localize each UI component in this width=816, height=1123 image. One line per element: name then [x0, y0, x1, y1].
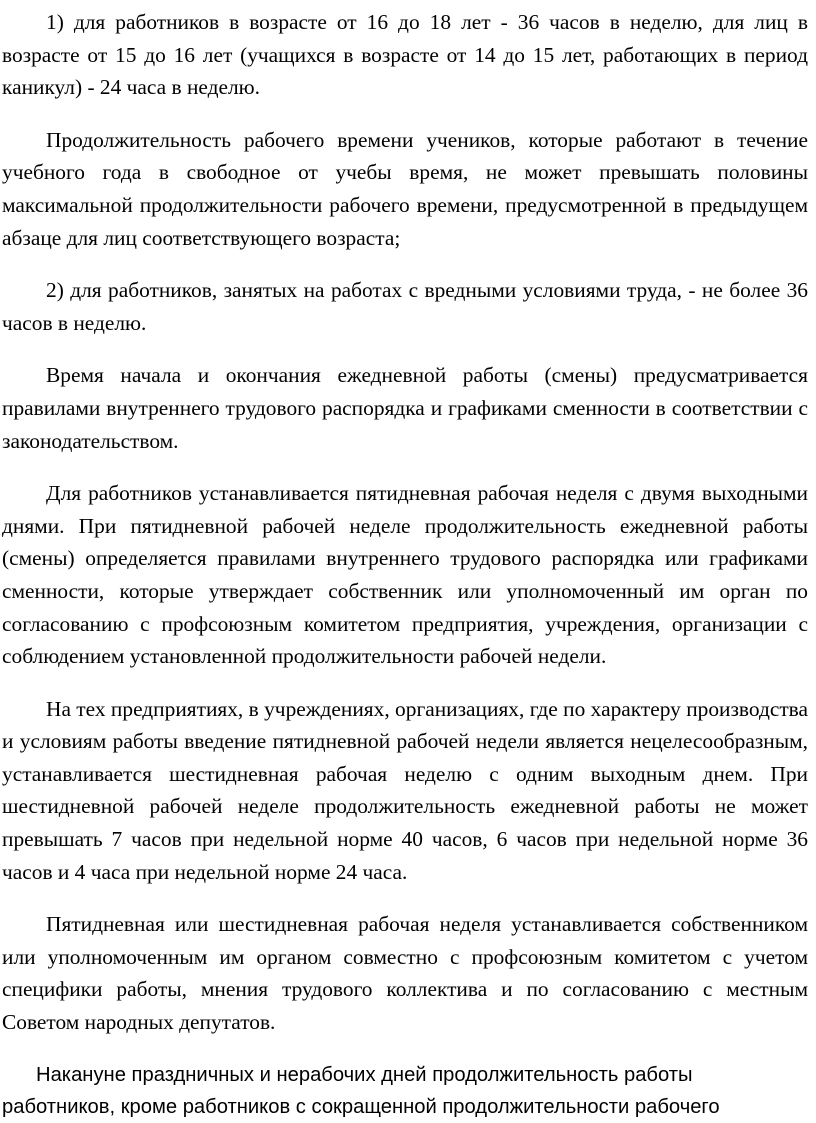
paragraph-week-establishment: Пятидневная или шестидневная рабочая неделя устанавливается собственником или уполномоченным им органом совместно с профсоюзным комитетом с учетом специфики работы, мнения трудового коллектива и по согласованию с местным Советом народных депутатов. [2, 912, 808, 1035]
paragraph-six-day-week: На тех предприятиях, в учреждениях, организациях, где по характеру производства и условиям работы введение пятидневной рабочей недели является нецелесообразным, устанавливается шестидневная рабочая неделю с одним выходным днем. При шестидневной рабочей неделе продолжительность ежедневной работы не может превышать 7 часов при недельной норме 40 часов, 6 часов при недельной норме 36 часов и 4 часа при недельной норме 24 часа. [2, 696, 808, 884]
paragraph-five-day-week: Для работников устанавливается пятидневная рабочая неделя с двумя выходными днями. При пятидневной рабочей неделе продолжительность ежедневной работы (смены) определяется правилами внутреннего трудового распорядка или графиками сменности, которые утверждает собственник или уполномоченный им орган по согласованию с профсоюзным комитетом предприятия, учреждения, организации с соблюдением установленной продолжительности рабочей недели. [2, 481, 808, 669]
paragraph-shift-schedule: Время начала и окончания ежедневной работы (смены) предусматривается правилами внутреннего трудового распорядка и графиками сменности в соответствии с законодательством. [2, 363, 808, 453]
paragraph-pre-holiday: Накануне праздничных и нерабочих дней продолжительность работы работников, кроме работников с сокращенной продолжительности рабочего [2, 1063, 720, 1118]
paragraph-student-hours: Продолжительность рабочего времени учеников, которые работают в течение учебного года в свободное от учебы время, не может превышать половины максимальной продолжительности рабочего времени, предусмотренной в предыдущем абзаце для лиц соответствующего возраста; [2, 127, 808, 250]
paragraph-youth-hours: 1) для работников в возрасте от 16 до 18 лет - 36 часов в неделю, для лиц в возрасте от 15 до 16 лет (учащихся в возрасте от 14 до 15 лет, работающих в период каникул) - 24 часа в неделю. [2, 10, 808, 100]
paragraph-hazardous-hours: 2) для работников, занятых на работах с вредными условиями труда, - не более 36 часов в неделю. [2, 278, 808, 335]
